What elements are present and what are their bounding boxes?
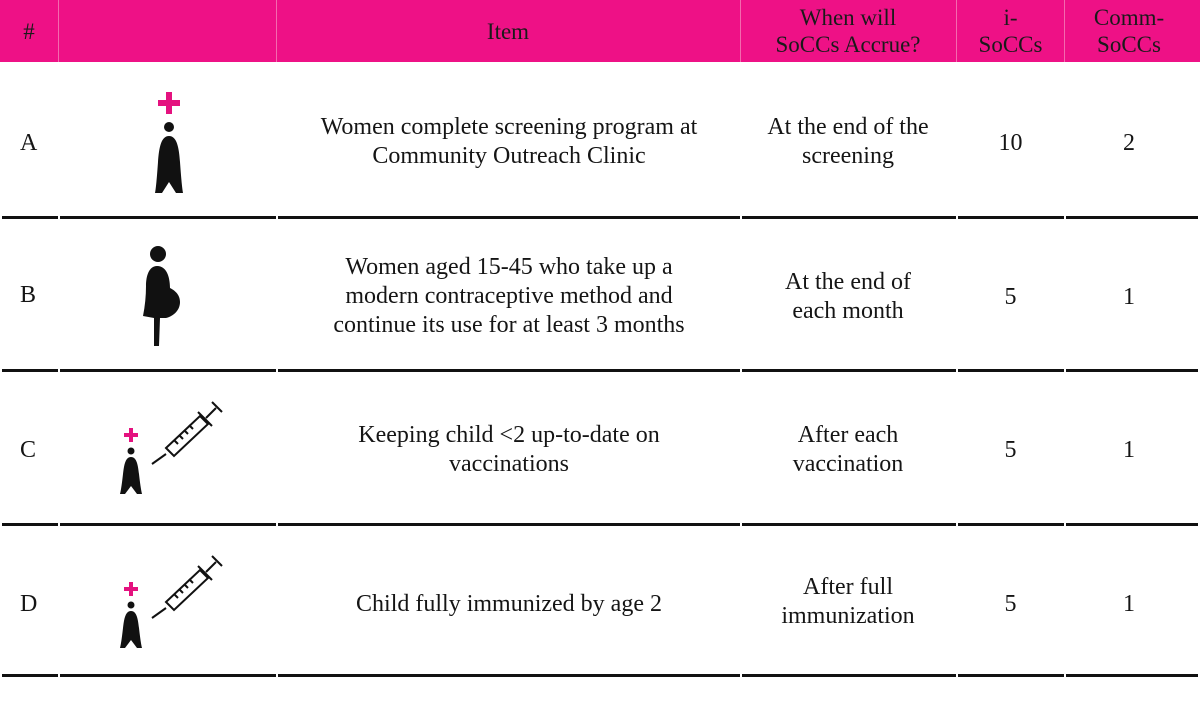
header-comm-soccs: Comm- SoCCs bbox=[1093, 5, 1165, 57]
row-divider bbox=[2, 216, 1198, 219]
row-id: A bbox=[20, 129, 38, 156]
comm-soccs-value: 1 bbox=[1123, 283, 1135, 310]
header-i-soccs: i- SoCCs bbox=[978, 5, 1043, 57]
accrual-timing: After each vaccination bbox=[792, 422, 904, 477]
row-id: C bbox=[20, 436, 37, 463]
accrual-timing: At the end of the screening bbox=[767, 114, 929, 169]
item-description: Women aged 15-45 who take up a modern contraceptive method and continue its use for at least 3 months bbox=[333, 253, 685, 338]
header-divider bbox=[58, 0, 59, 62]
comm-soccs-value: 1 bbox=[1123, 590, 1135, 617]
accrual-timing: After full immunization bbox=[781, 574, 915, 629]
row-id: B bbox=[20, 281, 37, 308]
item-description: Keeping child <2 up-to-date on vaccinations bbox=[358, 422, 660, 477]
i-soccs-value: 10 bbox=[998, 129, 1023, 156]
row-divider bbox=[2, 369, 1198, 372]
header-item: Item bbox=[486, 18, 530, 44]
i-soccs-value: 5 bbox=[1004, 590, 1017, 617]
comm-soccs-value: 2 bbox=[1123, 129, 1135, 156]
row-divider bbox=[2, 674, 1198, 677]
health-worker-syringe-icon bbox=[112, 542, 230, 652]
row-id: D bbox=[20, 590, 38, 617]
accrual-timing: At the end of each month bbox=[785, 269, 911, 324]
header-when: When will SoCCs Accrue? bbox=[775, 5, 921, 57]
item-description: Women complete screening program at Community Outreach Clinic bbox=[320, 114, 698, 169]
health-worker-syringe-icon bbox=[112, 388, 230, 498]
comm-soccs-value: 1 bbox=[1123, 436, 1135, 463]
pregnant-woman-icon bbox=[140, 244, 190, 350]
item-description: Child fully immunized by age 2 bbox=[356, 590, 662, 617]
i-soccs-value: 5 bbox=[1004, 283, 1017, 310]
i-soccs-value: 5 bbox=[1004, 436, 1017, 463]
header-number: # bbox=[23, 18, 35, 44]
row-divider bbox=[2, 523, 1198, 526]
table-header bbox=[0, 0, 1200, 62]
health-worker-icon bbox=[150, 88, 190, 198]
